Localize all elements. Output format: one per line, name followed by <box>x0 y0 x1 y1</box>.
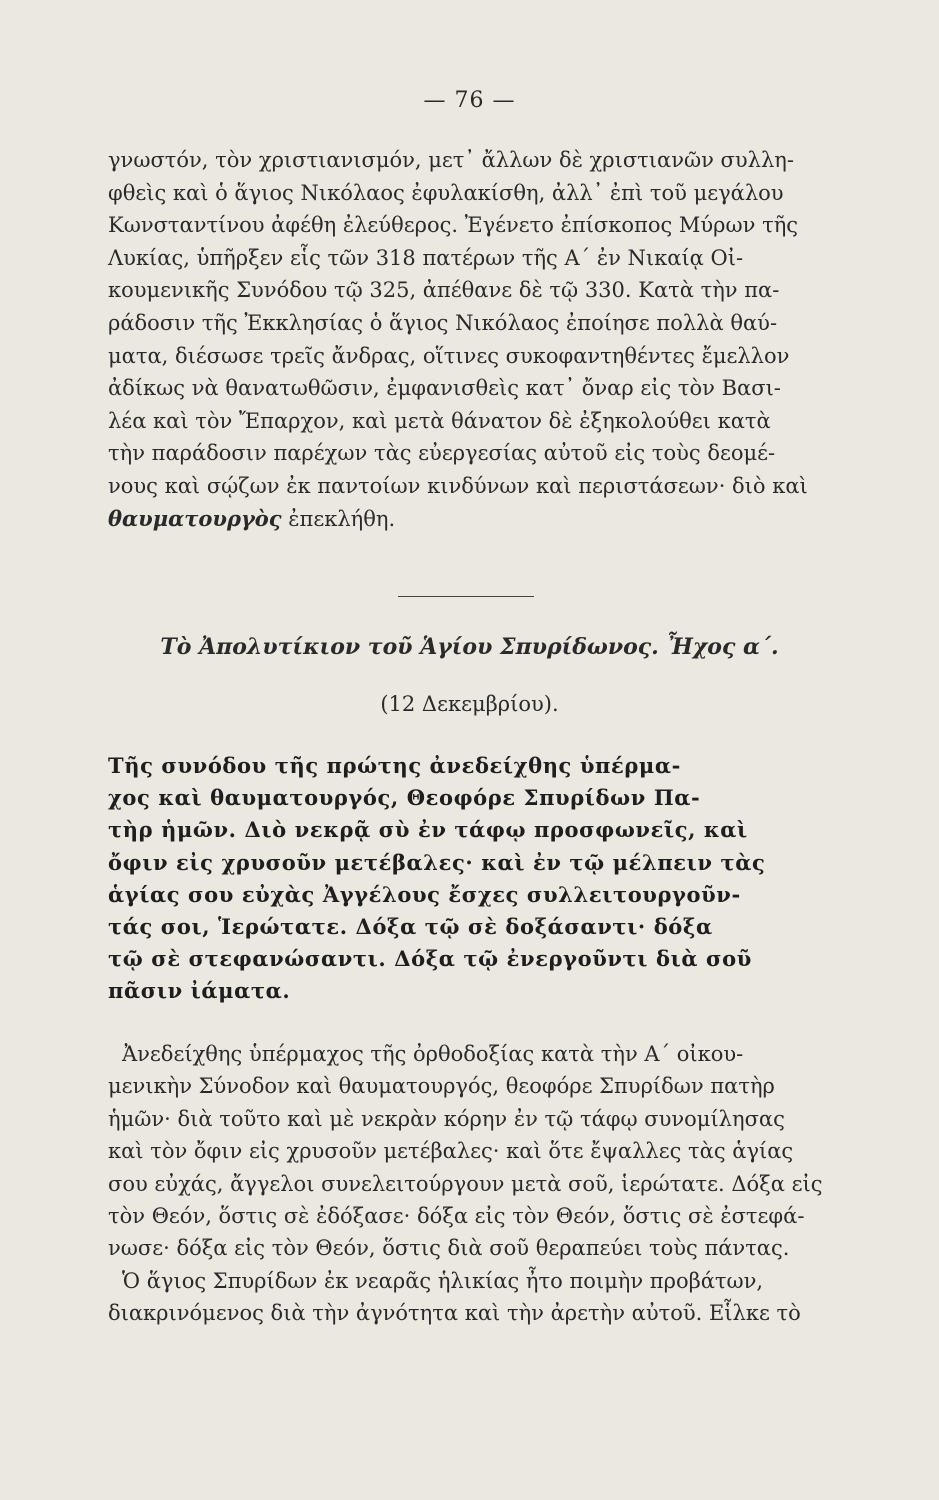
text-line: κουμενικῆς Συνόδου τῷ 325, ἀπέθανε δὲ τῷ 330. Κατὰ τὴν πα- <box>108 278 780 303</box>
text-line: μενικὴν Σύνοδον καὶ θαυματουργός, θεοφόρε Σπυρίδων πατὴρ <box>108 1074 775 1099</box>
bold-word: θαυματουργὸς <box>108 505 282 531</box>
section-subheading: (12 Δεκεμβρίου). <box>380 692 559 716</box>
text-line: γνωστόν, τὸν χριστιανισμόν, μετ᾽ ἄλλων δὲ χριστιανῶν συλλη- <box>108 148 794 172</box>
page-number: — 76 — <box>423 88 516 113</box>
text-line: ἀδίκως νὰ θανατωθῶσιν, ἐμφανισθεὶς κατ᾽ ὄναρ εἰς τὸν Βασι- <box>108 376 781 401</box>
text-line: ἡμῶν· διὰ τοῦτο καὶ μὲ νεκρὰν κόρην ἐν τῷ τάφῳ συνομίλησας <box>108 1106 785 1131</box>
hymn-text <box>108 750 870 1008</box>
text-line: φθεὶς καὶ ὁ ἅγιος Νικόλαος ἐφυλακίσθη, ἀλλ᾽ ἐπὶ τοῦ μεγάλου <box>108 180 784 205</box>
text-line-last <box>108 503 868 536</box>
text-line: Λυκίας, ὑπῆρξεν εἷς τῶν 318 πατέρων τῆς Α΄ ἐν Νικαίᾳ Οἰ- <box>108 245 744 270</box>
paragraph-saint-nicholas <box>108 144 868 535</box>
section-divider <box>398 596 534 597</box>
text-line: Ἀνεδείχθης ὑπέρμαχος τῆς ὀρθοδοξίας κατὰ τὴν Α΄ οἰκου- <box>122 1042 744 1066</box>
text-line: τὴν παράδοσιν παρέχων τὰς εὐεργεσίας αὐτοῦ εἰς τοὺς δεομέ- <box>108 441 776 466</box>
paragraph-translation <box>108 1038 870 1330</box>
hymn-line: τὴρ ἡμῶν. Διὸ νεκρᾷ σὺ ἐν τάφῳ προσφωνεῖς, καὶ <box>108 817 748 843</box>
text-line: νωσε· δόξα εἰς τὸν Θεόν, ὅστις διὰ σοῦ θεραπεύει τοὺς πάντας. <box>108 1236 790 1261</box>
text-line: διακρινόμενος διὰ τὴν ἀγνότητα καὶ τὴν ἀρετὴν αὐτοῦ. Εἷλκε τὸ <box>108 1301 801 1326</box>
section-heading: Τὸ Ἀπολυτίκιον τοῦ Ἁγίου Σπυρίδωνος. Ἦχος α΄. <box>160 634 779 660</box>
text-line: Κωνσταντίνου ἀφέθη ἐλεύθερος. Ἐγένετο ἐπίσκοπος Μύρων τῆς <box>108 213 799 238</box>
text-line: Ὁ ἅγιος Σπυρίδων ἐκ νεαρᾶς ἡλικίας ἦτο ποιμὴν προβάτων, <box>122 1268 764 1293</box>
text-line: σου εὐχάς, ἄγγελοι συνελειτούργουν μετὰ σοῦ, ἱερώτατε. Δόξα εἰς <box>108 1171 823 1196</box>
hymn-line: χος καὶ θαυματουργός, Θεοφόρε Σπυρίδων Πα- <box>108 785 701 811</box>
text-line: ράδοσιν τῆς Ἐκκλησίας ὁ ἅγιος Νικόλαος ἐποίησε πολλὰ θαύ- <box>108 310 778 335</box>
text-line: νους καὶ σῴζων ἐκ παντοίων κινδύνων καὶ περιστάσεων· διὸ καὶ <box>108 473 808 498</box>
text-line: καὶ τὸν ὄφιν εἰς χρυσοῦν μετέβαλες· καὶ ὅτε ἔψαλλες τὰς ἁγίας <box>108 1139 794 1164</box>
hymn-line: ὄφιν εἰς χρυσοῦν μετέβαλες· καὶ ἐν τῷ μέλπειν τὰς <box>108 849 766 875</box>
text-line: τὸν Θεόν, ὅστις σὲ ἐδόξασε· δόξα εἰς τὸν Θεόν, ὅστις σὲ ἐστεφά- <box>108 1204 805 1229</box>
hymn-line: τῷ σὲ στεφανώσαντι. Δόξα τῷ ἐνεργοῦντι διὰ σοῦ <box>108 946 752 972</box>
text-fragment: ἐπεκλήθη. <box>281 506 396 531</box>
hymn-line: ἁγίας σου εὐχὰς Ἀγγέλους ἔσχες συλλειτουργοῦν- <box>108 881 741 907</box>
text-line: ματα, διέσωσε τρεῖς ἄνδρας, οἵτινες συκοφαντηθέντες ἔμελλον <box>108 343 790 368</box>
hymn-line: Τῆς συνόδου τῆς πρώτης ἀνεδείχθης ὑπέρμα- <box>108 753 681 778</box>
hymn-line: τάς σοι, Ἱερώτατε. Δόξα τῷ σὲ δοξάσαντι· δόξα <box>108 914 713 940</box>
text-line: λέα καὶ τὸν Ἔπαρχον, καὶ μετὰ θάνατον δὲ ἐξηκολούθει κατὰ <box>108 408 771 433</box>
hymn-line: πᾶσιν ἰάματα. <box>108 978 291 1004</box>
